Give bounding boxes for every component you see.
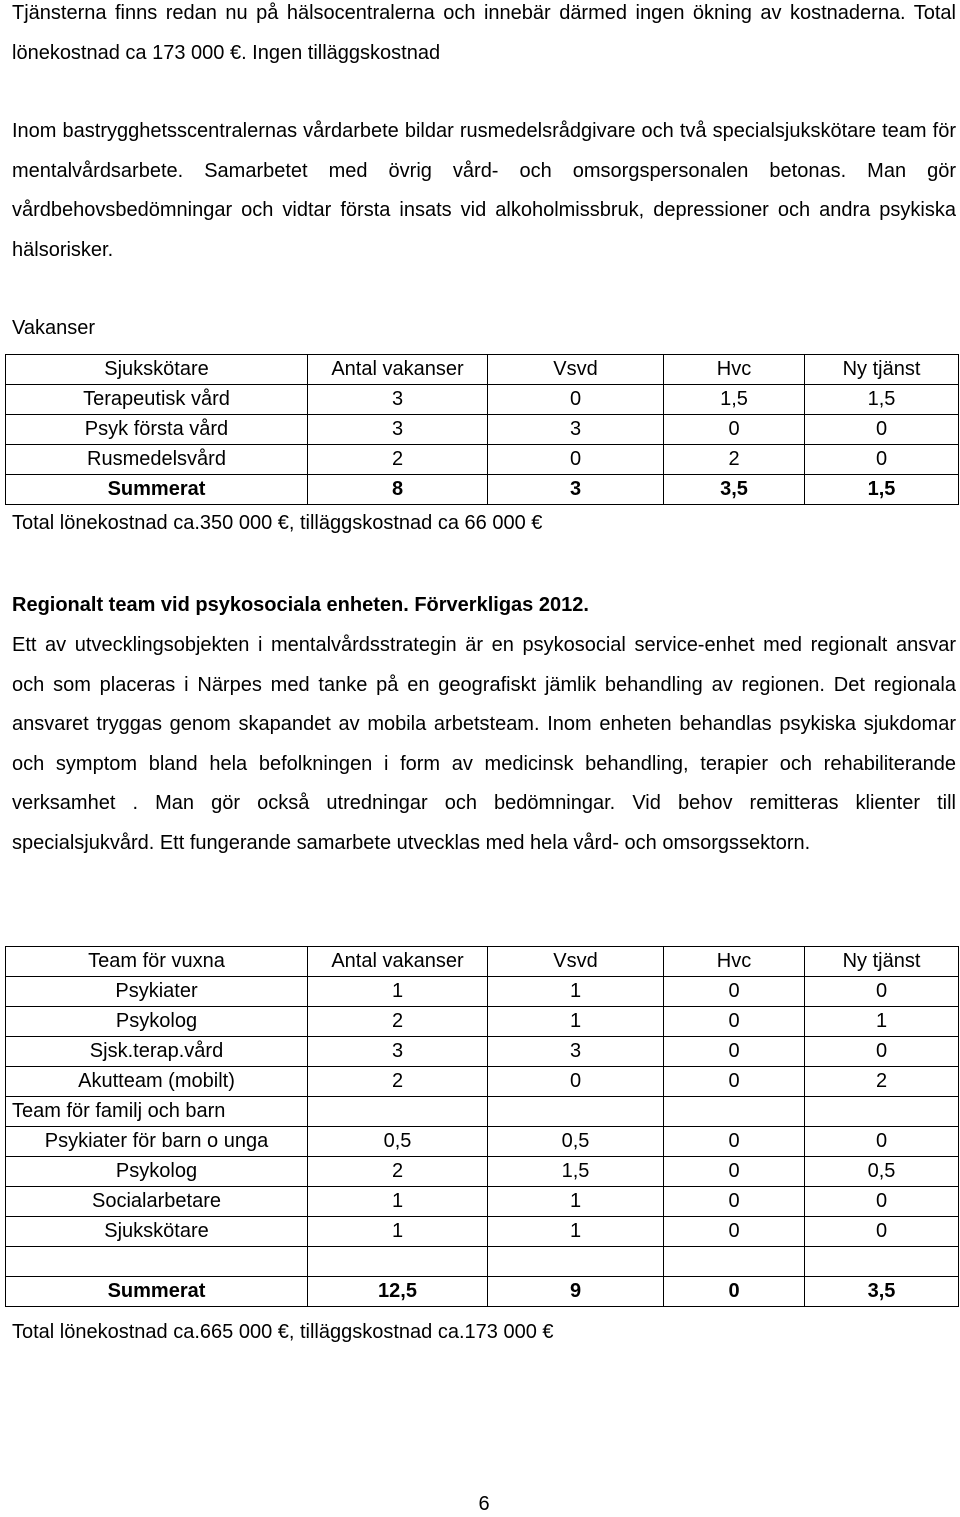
table-row: [6, 385, 959, 415]
table-cell: 1: [805, 1007, 959, 1037]
summary-cell: Summerat: [6, 1277, 308, 1307]
table-cell: 2: [308, 445, 488, 475]
table-cell: 0,5: [308, 1127, 488, 1157]
table-cell: 2: [805, 1067, 959, 1097]
table-cell: 3: [308, 415, 488, 445]
page-number: 6: [478, 1493, 490, 1515]
subsection-label: Team för familj och barn: [6, 1097, 308, 1127]
table-cell: Psykiater: [6, 977, 308, 1007]
table-cell: [805, 1247, 959, 1277]
table-cell: 0: [805, 1037, 959, 1067]
table-header-row: [6, 355, 959, 385]
table-cell: [308, 1247, 488, 1277]
total-cost-line: Total lönekostnad ca.350 000 €, tilläggskostnad ca 66 000 €: [12, 512, 543, 534]
table-cell: Sjukskötare: [6, 1217, 308, 1247]
table-cell: [6, 1247, 308, 1277]
table-cell: [308, 1097, 488, 1127]
table-cell: 2: [308, 1067, 488, 1097]
empty-row: [6, 1247, 959, 1277]
table-row: [6, 415, 959, 445]
header-cell: Team för vuxna: [6, 947, 308, 977]
table-row: [6, 1217, 959, 1247]
table-cell: 0,5: [488, 1127, 664, 1157]
table-cell: 0: [664, 1007, 805, 1037]
table-cell: 1,5: [805, 385, 959, 415]
table-row: [6, 1007, 959, 1037]
table-cell: 0: [805, 445, 959, 475]
table-cell: [488, 1097, 664, 1127]
table-cell: 0: [805, 1187, 959, 1217]
table-cell: 1,5: [664, 385, 805, 415]
paragraph-psychosocial-unit: Ett av utvecklingsobjekten i mentalvårdsstrategin är en psykosocial service-enhet med regionalt ansvar och som placeras i Närpes med tanke på en geografiskt jämlik behandling av regionen. Det regionala ansvaret tryggas genom skapandet av mobila arbetsteam. Inom enheten behandlas psykiska sjukdomar och symptom bland hela befolkningen i form av medicinsk behandling, terapier och rehabiliterande verksamhet . Man gör också utredningar och bedömningar. Vid behov remitteras klienter till specialsjukvård. Ett fungerande samarbete utvecklas med hela vård- och omsorgssektorn.: [12, 634, 956, 854]
table-row: [6, 1187, 959, 1217]
table-cell: 0: [664, 1187, 805, 1217]
table-cell: Terapeutisk vård: [6, 385, 308, 415]
summary-cell: 8: [308, 475, 488, 505]
summary-cell: 3,5: [664, 475, 805, 505]
header-cell: Ny tjänst: [805, 947, 959, 977]
table-cell: [805, 1097, 959, 1127]
header-cell: Hvc: [664, 355, 805, 385]
header-cell: Ny tjänst: [805, 355, 959, 385]
table-row: [6, 445, 959, 475]
table-cell: 0: [488, 445, 664, 475]
table-cell: 0: [664, 1217, 805, 1247]
summary-cell: 3: [488, 475, 664, 505]
table-cell: 1: [308, 1187, 488, 1217]
table-cell: 0: [664, 1037, 805, 1067]
header-cell: Antal vakanser: [308, 947, 488, 977]
table-row: [6, 1067, 959, 1097]
table-cell: [664, 1247, 805, 1277]
table-cell: 0: [488, 385, 664, 415]
paragraph-services: Tjänsterna finns redan nu på hälsocentralerna och innebär därmed ingen ökning av kostnaderna. Total lönekostnad ca 173 000 €. Ingen tilläggskostnad: [12, 2, 956, 64]
header-cell: Sjukskötare: [6, 355, 308, 385]
table-cell: 0: [664, 1127, 805, 1157]
table-cell: 2: [308, 1007, 488, 1037]
table-cell: Sjsk.terap.vård: [6, 1037, 308, 1067]
table-cell: 0: [488, 1067, 664, 1097]
table-cell: 1: [488, 1187, 664, 1217]
table-cell: Socialarbetare: [6, 1187, 308, 1217]
vakanser-label: Vakanser: [12, 317, 96, 339]
table-cell: [488, 1247, 664, 1277]
table-cell: Akutteam (mobilt): [6, 1067, 308, 1097]
summary-row: [6, 475, 959, 505]
summary-row: [6, 1277, 959, 1307]
table-row: [6, 1037, 959, 1067]
table-cell: 3: [308, 1037, 488, 1067]
table-row: [6, 977, 959, 1007]
table-cell: 1: [308, 977, 488, 1007]
table-header-row: [6, 947, 959, 977]
table-cell: 3: [488, 1037, 664, 1067]
table-cell: 1: [488, 1007, 664, 1037]
table-cell: 0,5: [805, 1157, 959, 1187]
summary-cell: 0: [664, 1277, 805, 1307]
paragraph-mental-health-team: Inom bastrygghetsscentralernas vårdarbete bildar rusmedelsrådgivare och två specialsjukskötare team för mentalvårdsarbete. Samarbetet med övrig vård- och omsorgspersonalen betonas. Man gör vårdbehovsbedömningar och vidtar första insats vid alkoholmissbruk, depressioner och andra psykiska hälsorisker.: [12, 120, 956, 261]
header-cell: Vsvd: [488, 355, 664, 385]
table-row: [6, 1127, 959, 1157]
table-cell: 0: [664, 415, 805, 445]
header-cell: Vsvd: [488, 947, 664, 977]
table-cell: 1: [308, 1217, 488, 1247]
table-cell: 0: [805, 415, 959, 445]
table-cell: 0: [664, 1157, 805, 1187]
table-cell: Rusmedelsvård: [6, 445, 308, 475]
table-cell: 1: [488, 1217, 664, 1247]
table-cell: 3: [308, 385, 488, 415]
section-heading: Regionalt team vid psykosociala enheten. Förverkligas 2012.: [12, 594, 589, 616]
subsection-row: [6, 1097, 959, 1127]
table-cell: 0: [805, 977, 959, 1007]
summary-cell: 3,5: [805, 1277, 959, 1307]
table-cell: 0: [805, 1217, 959, 1247]
table-cell: 2: [308, 1157, 488, 1187]
table-cell: Psyk första vård: [6, 415, 308, 445]
total-cost-line: Total lönekostnad ca.665 000 €, tilläggskostnad ca.173 000 €: [12, 1321, 554, 1343]
table-cell: 0: [664, 1067, 805, 1097]
table-cell: [664, 1097, 805, 1127]
table-cell: Psykolog: [6, 1157, 308, 1187]
table-cell: 0: [805, 1127, 959, 1157]
table-cell: 1,5: [488, 1157, 664, 1187]
table-cell: 2: [664, 445, 805, 475]
header-cell: Antal vakanser: [308, 355, 488, 385]
summary-cell: Summerat: [6, 475, 308, 505]
header-cell: Hvc: [664, 947, 805, 977]
table-cell: Psykiater för barn o unga: [6, 1127, 308, 1157]
vacancy-table-nurses: [5, 354, 959, 505]
table-cell: 0: [664, 977, 805, 1007]
summary-cell: 1,5: [805, 475, 959, 505]
table-row: [6, 1157, 959, 1187]
vacancy-table-regional-team: [5, 946, 959, 1307]
summary-cell: 12,5: [308, 1277, 488, 1307]
summary-cell: 9: [488, 1277, 664, 1307]
table-cell: 3: [488, 415, 664, 445]
table-cell: 1: [488, 977, 664, 1007]
table-cell: Psykolog: [6, 1007, 308, 1037]
